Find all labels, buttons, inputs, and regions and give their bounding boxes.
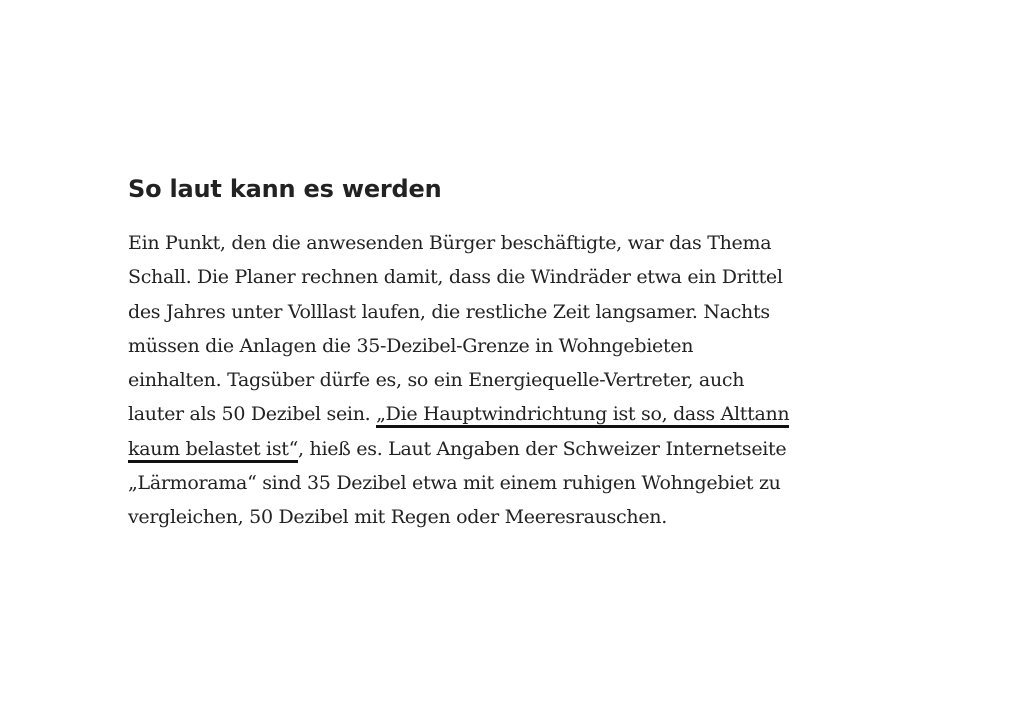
paragraph-line [128,432,908,466]
underlined-quote: kaum belastet ist“ [128,438,298,463]
article [128,172,908,535]
paragraph-line: Ein Punkt, den die anwesenden Bürger beschäftigte, war das Thema [128,232,772,254]
paragraph-line: einhalten. Tagsüber dürfe es, so ein Energiequelle-Vertreter, auch [128,369,745,392]
section-heading: So laut kann es werden [128,175,442,203]
paragraph-line: vergleichen, 50 Dezibel mit Regen oder Meeresrauschen. [128,506,667,529]
paragraph-line: „Lärmorama“ sind 35 Dezibel etwa mit einem ruhigen Wohngebiet zu [128,472,781,495]
paragraph-line: müssen die Anlagen die 35-Dezibel-Grenze in Wohngebieten [128,334,694,357]
paragraph-line [128,397,908,431]
underlined-quote: „Die Hauptwindrichtung ist so, dass Alttann [376,403,789,428]
line-text: , hieß es. Laut Angaben der Schweizer Internetseite [298,437,787,460]
article-paragraph [128,226,908,535]
line-text: lauter als 50 Dezibel sein. [128,403,377,426]
paragraph-line: Schall. Die Planer rechnen damit, dass die Windräder etwa ein Drittel [128,266,783,289]
paragraph-line: des Jahres unter Volllast laufen, die restliche Zeit langsamer. Nachts [128,300,770,323]
